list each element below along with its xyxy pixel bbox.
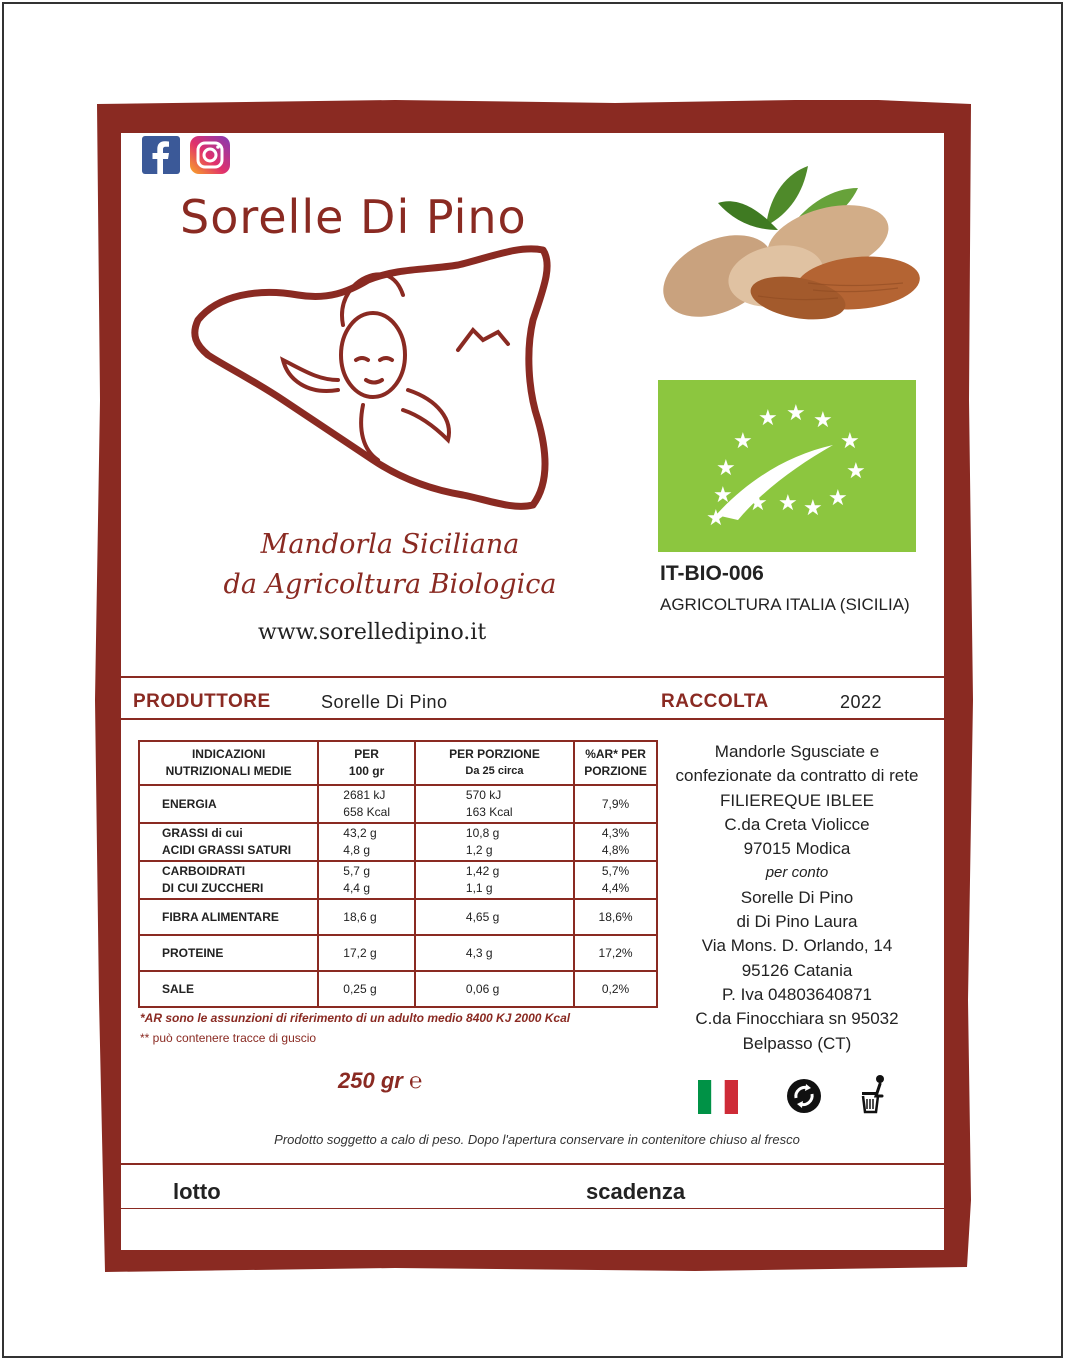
divider-lot-bottom <box>117 1208 965 1209</box>
value-per-portion: 1,42 g 1,1 g <box>415 861 574 899</box>
value-per-portion: 10,8 g 1,2 g <box>415 823 574 861</box>
value-per-portion: 0,06 g <box>415 971 574 1007</box>
svg-text:★: ★ <box>828 486 848 511</box>
table-row <box>139 823 657 861</box>
address-line: FILIEREQUE IBLEE <box>720 790 874 810</box>
value-ar-percent: 0,2% <box>574 971 657 1007</box>
table-row <box>139 861 657 899</box>
nutrient-name: ENERGIA <box>139 785 318 823</box>
value-per-100: 0,25 g <box>318 971 415 1007</box>
address-line: Belpasso (CT) <box>742 1033 852 1053</box>
website-link[interactable]: www.sorelledipino.it <box>258 620 487 645</box>
header-per-portion: PER PORZIONE Da 25 circa <box>415 741 574 785</box>
address-line: 95126 Catania <box>741 960 853 980</box>
value-ar-percent: 7,9% <box>574 785 657 823</box>
address-line: di Di Pino Laura <box>736 912 858 932</box>
expiry-label: scadenza <box>586 1179 686 1204</box>
svg-text:★: ★ <box>748 491 768 516</box>
net-weight <box>338 1068 422 1094</box>
address-line: confezionate da contratto di rete <box>675 766 919 786</box>
nutrition-header-row <box>139 741 657 785</box>
svg-text:★: ★ <box>733 429 753 454</box>
recycle-icon <box>786 1078 822 1114</box>
value-per-100: 43,2 g 4,8 g <box>318 823 415 861</box>
header-per-100: PER 100 gr <box>318 741 415 785</box>
svg-text:★: ★ <box>706 506 726 531</box>
instagram-icon[interactable] <box>190 136 230 174</box>
brand-title: Sorelle Di Pino <box>180 190 527 244</box>
lot-label: lotto <box>173 1179 221 1204</box>
value-ar-percent: 17,2% <box>574 935 657 971</box>
address-line: Sorelle Di Pino <box>740 887 854 907</box>
trash-bin-icon <box>858 1074 894 1114</box>
producer-value: Sorelle Di Pino <box>321 692 448 712</box>
divider-top <box>121 676 947 678</box>
value-ar-percent: 4,3% 4,8% <box>574 823 657 861</box>
table-row <box>139 785 657 823</box>
italy-flag-icon <box>698 1080 738 1114</box>
eu-organic-logo <box>658 380 916 552</box>
nutrition-table <box>138 740 658 1008</box>
address-line: per conto <box>765 864 829 882</box>
producer-address <box>662 740 932 1056</box>
nutrient-name: GRASSI di cui ACIDI GRASSI SATURI <box>139 823 318 861</box>
address-line: C.da Creta Violicce <box>724 814 870 834</box>
nutrient-name: SALE <box>139 971 318 1007</box>
organic-origin: AGRICOLTURA ITALIA (SICILIA) <box>660 595 910 614</box>
svg-text:★: ★ <box>716 456 736 481</box>
value-per-portion: 4,3 g <box>415 935 574 971</box>
svg-text:★: ★ <box>846 459 866 484</box>
svg-text:★: ★ <box>778 491 798 516</box>
sicily-trinacria-logo <box>188 240 558 520</box>
nutrient-name: CARBOIDRATI DI CUI ZUCCHERI <box>139 861 318 899</box>
table-row <box>139 971 657 1007</box>
value-ar-percent: 18,6% <box>574 899 657 935</box>
harvest-label: RACCOLTA <box>661 691 769 712</box>
value-per-100: 5,7 g 4,4 g <box>318 861 415 899</box>
divider-middle <box>121 718 947 720</box>
footnote-shell: ** può contenere tracce di guscio <box>140 1031 317 1045</box>
svg-text:★: ★ <box>713 483 733 508</box>
value-per-portion: 570 kJ 163 Kcal <box>415 785 574 823</box>
facebook-icon[interactable] <box>142 136 180 174</box>
nutrient-name: FIBRA ALIMENTARE <box>139 899 318 935</box>
estimated-sign-icon: ℮ <box>408 1068 423 1093</box>
harvest-value: 2022 <box>840 692 883 712</box>
svg-text:★: ★ <box>803 496 823 521</box>
almonds-illustration <box>658 158 924 328</box>
storage-notice: Prodotto soggetto a calo di peso. Dopo l'apertura conservare in contenitore chiuso al fresco <box>274 1132 800 1147</box>
address-line: Mandorle Sgusciate e <box>714 742 880 761</box>
tagline-line1: Mandorla Siciliana <box>260 529 520 560</box>
svg-text:★: ★ <box>840 429 860 454</box>
svg-text:★: ★ <box>758 406 778 431</box>
svg-text:★: ★ <box>786 401 806 426</box>
table-row <box>139 935 657 971</box>
value-per-portion: 4,65 g <box>415 899 574 935</box>
header-ar-percent: %AR* PER PORZIONE <box>574 741 657 785</box>
value-per-100: 2681 kJ 658 Kcal <box>318 785 415 823</box>
organic-code: IT-BIO-006 <box>660 562 764 585</box>
divider-lot-top <box>117 1163 965 1165</box>
nutrient-name: PROTEINE <box>139 935 318 971</box>
address-line: C.da Finocchiara sn 95032 <box>695 1009 899 1029</box>
value-per-100: 18,6 g <box>318 899 415 935</box>
svg-text:★: ★ <box>813 408 833 433</box>
tagline-line2: da Agricoltura Biologica <box>223 569 557 600</box>
producer-label: PRODUTTORE <box>133 691 271 712</box>
header-nutrition: INDICAZIONI NUTRIZIONALI MEDIE <box>139 741 318 785</box>
address-line: Via Mons. D. Orlando, 14 <box>701 936 893 956</box>
table-row <box>139 899 657 935</box>
value-ar-percent: 5,7% 4,4% <box>574 861 657 899</box>
footnote-ar: *AR sono le assunzioni di riferimento di un adulto medio 8400 KJ 2000 Kcal <box>140 1011 571 1025</box>
address-line: P. Iva 04803640871 <box>722 984 872 1004</box>
address-line: 97015 Modica <box>743 839 851 859</box>
value-per-100: 17,2 g <box>318 935 415 971</box>
weight-value: 250 gr <box>338 1068 403 1093</box>
